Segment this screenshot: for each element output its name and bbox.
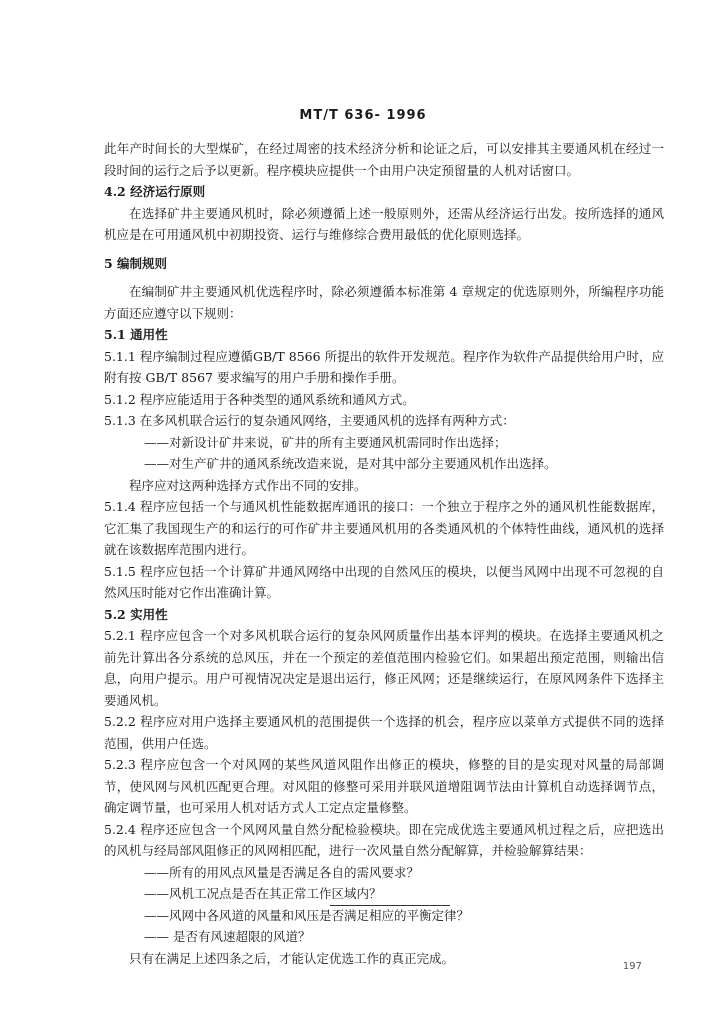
page-body xyxy=(104,138,664,969)
clause-5-2-4-item-c: ——风网中各风道的风量和风压是否满足相应的平衡定律？ xyxy=(144,907,470,923)
clause-5-2-3: 5.2.3 程序应包含一个对风网的某些风道风阻作出修正的模块，修整的目的是实现对风量的局部调节，使风网与风机匹配更合理。对风阻的修整可采用并联风道增阻调节法由计算机自动选择调节点，确定调节量，也可采用人机对话方式人工定点定量修整。 xyxy=(104,757,664,815)
clause-5-1-4: 5.1.4 程序应包括一个与通风机性能数据库通讯的接口：一个独立于程序之外的通风机性能数据库，它汇集了我国现生产的和运行的可作矿井主要通风机用的各类通风机的个体特性曲线，通风机的选择就在该数据库范围内进行。 xyxy=(104,499,664,557)
clause-5-1-5: 5.1.5 程序应包括一个计算矿井通风网络中出现的自然风压的模块，以便当风网中出现不可忽视的自然风压时能对它作出准确计算。 xyxy=(104,563,664,600)
clause-5-1-3-item-a: ——对新设计矿井来说，矿井的所有主要通风机需同时作出选择； xyxy=(144,434,507,450)
clause-5-2-4-item-d: —— 是否有风速超限的风道？ xyxy=(144,929,311,944)
clause-5-2-4-item-b: ——风机工况点是否在其正常工作区域内？ xyxy=(144,886,382,901)
clause-5-2-2: 5.2.2 程序应对用户选择主要通风机的范围提供一个选择的机会，程序应以菜单方式提供不同的选择范围，供用户任选。 xyxy=(104,714,664,751)
clause-5-2-4: 5.2.4 程序还应包含一个风网风量自然分配检验模块。即在完成优选主要通风机过程之后，应把选出的风机与经局部风阻修正的风网相匹配，进行一次风量自然分配解算，并检验解算结果： xyxy=(104,821,664,858)
clause-5-1-2: 5.1.2 程序应能适用于各种类型的通风系统和通风方式。 xyxy=(104,391,415,407)
clause-5-1-1: 5.1.1 程序编制过程应遵循GB/T 8566 所提出的软件开发规范。程序作为软件产品提供给用户时，应附有按 GB/T 8567 要求编写的用户手册和操作手册。 xyxy=(104,348,664,385)
section-4-2-title: 4.2 经济运行原则 xyxy=(104,184,206,199)
clause-5-1-3-item-b: ——对生产矿井的通风系统改造来说，是对其中部分主要通风机作出选择。 xyxy=(144,456,557,471)
end-rule xyxy=(330,905,450,906)
section-4-2-paragraph: 在选择矿井主要通风机时，除必须遵循上述一般原则外，还需从经济运行出发。按所选择的通风机应是在可用通风机中初期投资、运行与维修综合费用最低的优化原则选择。 xyxy=(104,205,664,242)
document-header: MT/T 636- 1996 xyxy=(299,108,427,123)
clause-5-2-4-conclusion: 只有在满足上述四条之后，才能认定优选工作的真正完成。 xyxy=(129,950,455,966)
section-5-2-title: 5.2 实用性 xyxy=(104,606,168,622)
section-5-1-title: 5.1 通用性 xyxy=(104,327,168,342)
section-5-title: 5 编制规则 xyxy=(104,255,168,271)
clause-5-2-4-item-a: ——所有的用风点风量是否满足各自的需风要求？ xyxy=(144,864,420,880)
clause-5-1-3-note: 程序应对这两种选择方式作出不同的安排。 xyxy=(129,477,367,493)
section-5-paragraph: 在编制矿井主要通风机优选程序时，除必须遵循本标准第 4 章规定的优选原则外，所编程序功能方面还应遵守以下规则： xyxy=(104,284,664,321)
page-number: 197 xyxy=(622,961,642,972)
clause-5-2-1: 5.2.1 程序应包含一个对多风机联合运行的复杂风网质量作出基本评判的模块。在选择主要通风机之前先计算出各分系统的总风压，并在一个预定的差值范围内检验它们。如果超出预定范围，则输出信息，向用户提示。用户可视情况决定是退出运行，修正风网；还是继续运行，在原风网条件下选择主要通风机。 xyxy=(104,628,664,708)
continued-paragraph: 此年产时间长的大型煤矿，在经过周密的技术经济分析和论证之后，可以安排其主要通风机在经过一段时间的运行之后予以更新。程序模块应提供一个由用户决定预留量的人机对话窗口。 xyxy=(104,141,664,178)
clause-5-1-3: 5.1.3 在多风机联合运行的复杂通风网络，主要通风机的选择有两种方式： xyxy=(104,413,515,428)
